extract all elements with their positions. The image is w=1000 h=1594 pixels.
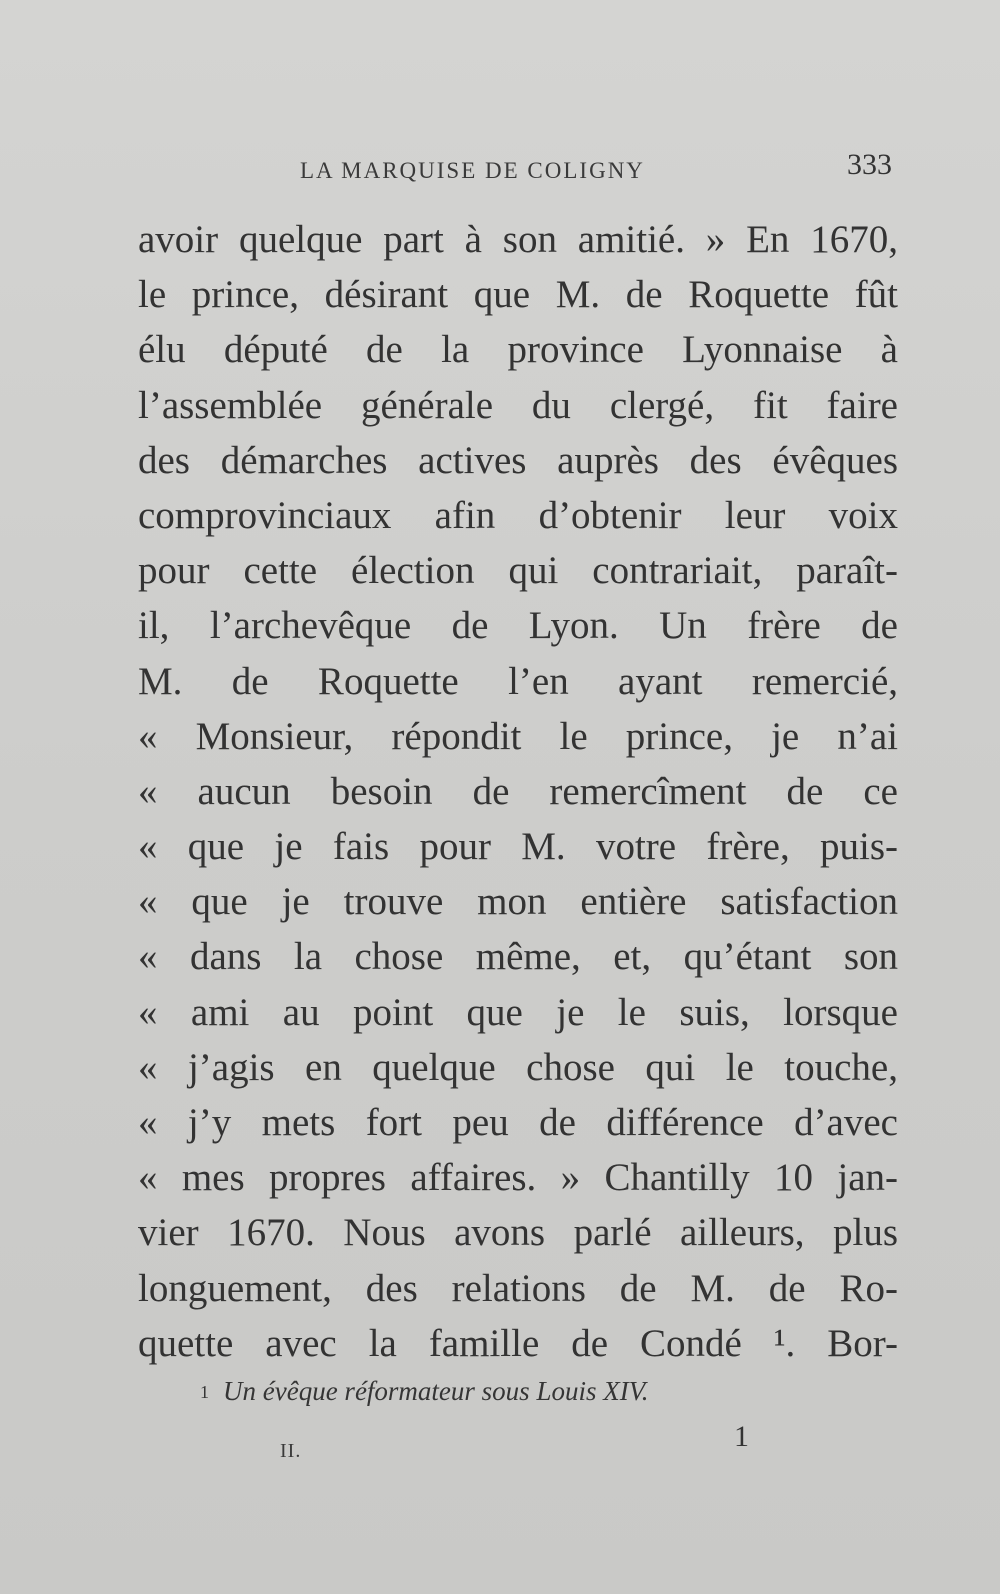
running-title: LA MARQUISE DE COLIGNY (300, 158, 645, 183)
text-line: quette avec la famille de Condé ¹. Bor- (138, 1321, 898, 1365)
body-text (138, 212, 898, 1371)
text-line: des démarches actives auprès des évêques (138, 438, 898, 482)
text-line: « dans la chose même, et, qu’étant son (138, 935, 898, 979)
text-line: il, l’archevêque de Lyon. Un frère de (138, 604, 898, 648)
text-line: le prince, désirant que M. de Roquette fût (138, 273, 898, 317)
text-line: « que je trouve mon entière satisfaction (138, 880, 898, 924)
text-line: « ami au point que je le suis, lorsque (138, 990, 898, 1034)
text-line: M. de Roquette l’en ayant remercié, (138, 659, 898, 703)
footnote-text: Un évêque réformateur sous Louis XIV. (223, 1376, 649, 1406)
text-line: « j’y mets fort peu de différence d’avec (138, 1101, 898, 1144)
text-line: « Monsieur, répondit le prince, je n’ai (138, 714, 898, 758)
text-line: comprovinciaux afin d’obtenir leur voix (138, 493, 898, 537)
sheet-signature: 1 (734, 1420, 749, 1453)
page-number: 333 (847, 148, 892, 181)
text-line: « j’agis en quelque chose qui le touche, (138, 1045, 898, 1089)
volume-signature: II. (280, 1440, 302, 1462)
text-line: pour cette élection qui contrariait, paraît- (138, 549, 898, 593)
footnote-mark: 1 (200, 1382, 209, 1402)
text-line: « mes propres affaires. » Chantilly 10 jan- (138, 1156, 898, 1200)
text-line: longuement, des relations de M. de Ro- (138, 1266, 898, 1310)
text-line: vier 1670. Nous avons parlé ailleurs, plus (138, 1211, 898, 1255)
text-line: élu député de la province Lyonnaise à (138, 328, 898, 372)
text-line: « aucun besoin de remercîment de ce (138, 769, 898, 813)
text-line: l’assemblée générale du clergé, fit faire (138, 383, 898, 427)
text-line: « que je fais pour M. votre frère, puis- (138, 825, 898, 869)
footnote (200, 1376, 648, 1407)
text-line: avoir quelque part à son amitié. » En 1670, (138, 218, 898, 261)
running-head (140, 148, 892, 188)
